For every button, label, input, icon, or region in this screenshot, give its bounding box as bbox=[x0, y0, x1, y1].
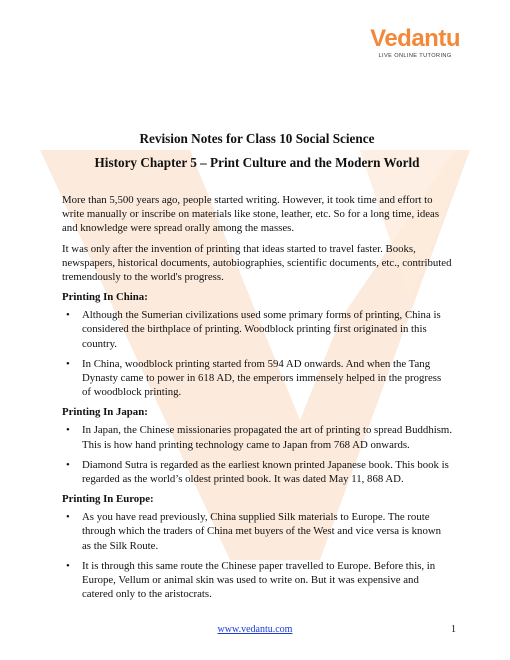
section-heading-china: Printing In China: bbox=[62, 291, 148, 304]
list-item-text: It is through this same route the Chinese paper travelled to Europe. Before this, in Europe, Vellum or animal skin was used to write on. But it was expensive and catered only to the aristocrats. bbox=[82, 559, 436, 601]
section-heading-japan: Printing In Japan: bbox=[62, 406, 148, 419]
document-subtitle: History Chapter 5 – Print Culture and the Modern World bbox=[94, 155, 420, 170]
vedantu-logo bbox=[370, 26, 460, 59]
logo-tagline: LIVE ONLINE TUTORING bbox=[378, 53, 452, 59]
website-link[interactable]: www.vedantu.com bbox=[217, 624, 293, 635]
bullet-icon: • bbox=[66, 458, 70, 471]
bullet-list-europe bbox=[62, 510, 452, 601]
list-item-text: In Japan, the Chinese missionaries propagated the art of printing to spread Buddhism. This is how hand printing technology came to Japan from 768 AD onwards. bbox=[82, 424, 453, 451]
list-item-text: Diamond Sutra is regarded as the earliest known printed Japanese book. This book is regarded as the world’s oldest printed book. It was dated May 11, 868 AD. bbox=[82, 458, 449, 486]
list-item-text: As you have read previously, China supplied Silk materials to Europe. The route through which the traders of China met buyers of the West and vice versa is known as the Silk Route. bbox=[82, 511, 442, 552]
list-item bbox=[62, 357, 452, 400]
list-item bbox=[62, 559, 452, 602]
list-item bbox=[62, 458, 452, 486]
bullet-icon: • bbox=[66, 424, 70, 437]
list-item-text: In China, woodblock printing started from 594 AD onwards. And when the Tang Dynasty came to power in 618 AD, the emperors immensely helped in the progress of woodblock printing. bbox=[82, 357, 442, 399]
document-title: Revision Notes for Class 10 Social Science bbox=[139, 131, 375, 146]
bullet-icon: • bbox=[66, 309, 70, 322]
list-item bbox=[62, 423, 452, 451]
document-content bbox=[62, 130, 452, 607]
section-heading-europe: Printing In Europe: bbox=[62, 493, 154, 506]
bullet-icon: • bbox=[66, 511, 70, 524]
page-number: 1 bbox=[451, 624, 456, 635]
list-item-text: Although the Sumerian civilizations used some primary forms of printing, China is considered the birthplace of printing. Woodblock printing first originated in this country. bbox=[82, 309, 441, 350]
page-footer bbox=[0, 624, 510, 640]
list-item bbox=[62, 510, 452, 553]
bullet-list-china bbox=[62, 308, 452, 399]
list-item bbox=[62, 308, 452, 351]
intro-paragraph: It was only after the invention of printing that ideas started to travel faster. Books, newspapers, historical documents, autobiographies, scientific documents, etc., contributed tremendously to the world's progress. bbox=[62, 242, 452, 284]
bullet-icon: • bbox=[66, 357, 70, 370]
document-body bbox=[62, 193, 452, 601]
intro-paragraph: More than 5,500 years ago, people started writing. However, it took time and effort to write manually or inscribe on materials like stone, leather, etc. So for a long time, ideas and knowledge were spread orally among the masses. bbox=[62, 194, 440, 235]
logo-wordmark: Vedantu bbox=[370, 25, 460, 52]
bullet-icon: • bbox=[66, 559, 70, 572]
bullet-list-japan bbox=[62, 423, 452, 486]
